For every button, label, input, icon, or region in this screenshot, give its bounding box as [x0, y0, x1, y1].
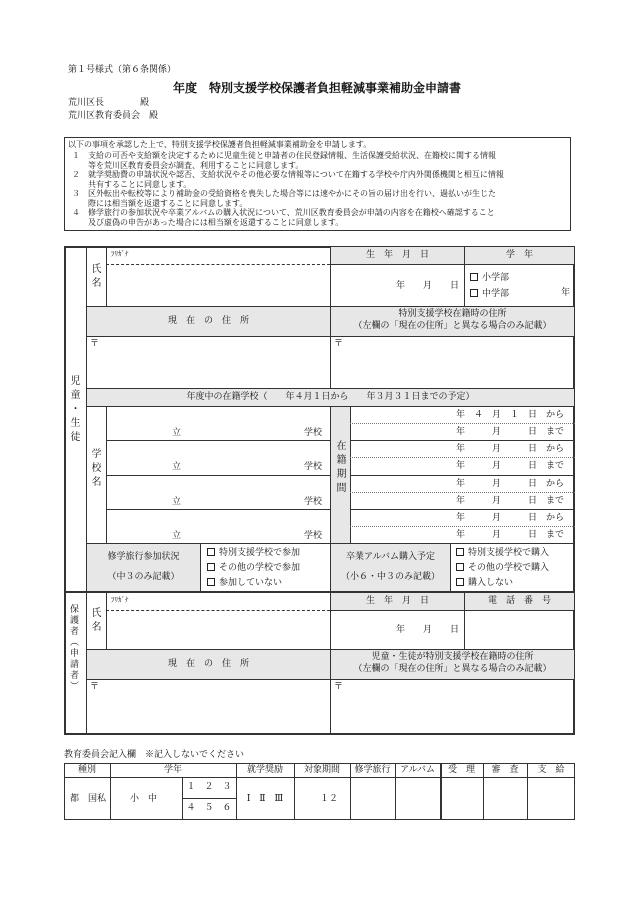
student-alt-address-header: 特別支援学校在籍時の住所 — [398, 309, 507, 319]
student-postal-mark: 〒 — [90, 339, 100, 349]
album-label: 卒業アルバム購入予定 — [345, 552, 435, 562]
office-period-value: １２ — [319, 794, 338, 804]
guardian-section-label: 保護者（申請者） — [68, 604, 78, 692]
school-prefix: 立 — [172, 530, 182, 541]
addressee-board: 荒川区教育委員会 殿 — [68, 111, 159, 121]
office-header-cell: 種別 — [77, 765, 96, 775]
office-entry-field[interactable] — [484, 778, 526, 819]
album-option-other-school[interactable]: その他の学校で購入 — [456, 563, 549, 573]
office-type-value: 都 国私 — [70, 794, 107, 804]
guardian-furigana: ﾌﾘｶﾞﾅ — [111, 596, 129, 604]
student-birth-field[interactable]: 年 月 日 — [395, 281, 459, 291]
checkbox-icon — [456, 578, 464, 586]
period-end[interactable]: 年 月 日 まで — [455, 529, 564, 540]
consent-item-text: 及び虚偽の申告があった場合には相当額を返還することに同意します。 — [88, 217, 344, 227]
consent-item-text: 等を荒川区教育委員会が調査、利用することに同意します。 — [88, 160, 304, 170]
consent-item-number: １ — [72, 151, 80, 160]
office-grade-row1: １ ２ ３ — [186, 782, 232, 792]
student-alt-address-field[interactable] — [331, 337, 574, 388]
office-entry-field[interactable] — [441, 778, 482, 819]
checkbox-icon — [470, 289, 478, 297]
student-furigana: ﾌﾘｶﾞﾅ — [111, 250, 129, 258]
student-address-field[interactable] — [87, 337, 330, 388]
grade-option-junior[interactable]: 中学部 — [470, 289, 509, 299]
guardian-alt-address-header: 児童・生徒が特別支援学校在籍時の住所 — [371, 652, 534, 662]
school-suffix: 学校 — [304, 530, 323, 541]
school-name-field[interactable] — [107, 510, 330, 542]
period-end[interactable]: 年 月 日 まで — [455, 495, 564, 506]
school-year-header: 年度中の在籍学校（ 年４月１日から 年３月３１日までの予定） — [186, 392, 475, 402]
student-address-header: 現 在 の 住 所 — [167, 316, 249, 326]
trip-option-special-school[interactable]: 特別支援学校で参加 — [207, 548, 300, 558]
guardian-address-header: 現 在 の 住 所 — [167, 659, 249, 669]
guardian-phone-header: 電 話 番 号 — [487, 596, 551, 606]
school-prefix: 立 — [172, 428, 182, 438]
school-suffix: 学校 — [304, 462, 323, 473]
consent-item-text: 支給の可否や支給額を決定するために児童生徒と申請者の住民登録情報、生活保護受給状況、在籍校に関する情報 — [88, 151, 496, 160]
student-name-field[interactable] — [106, 264, 330, 306]
album-option-special-school[interactable]: 特別支援学校で購入 — [456, 548, 549, 558]
period-row-divider — [350, 440, 575, 441]
consent-item-number: ２ — [72, 170, 80, 179]
form-number: 第１号様式（第６条関係） — [68, 65, 177, 75]
checkbox-icon — [456, 548, 464, 556]
guardian-alt-postal-mark: 〒 — [334, 682, 344, 692]
office-header-cell: アルバム — [399, 765, 435, 775]
guardian-name-label: 氏名 — [89, 607, 100, 635]
office-entry-field[interactable] — [396, 778, 439, 819]
guardian-birth-header: 生 年 月 日 — [365, 596, 429, 606]
guardian-birth-field[interactable]: 年 月 日 — [395, 625, 459, 635]
office-header-cell: 就学奨励 — [246, 765, 283, 775]
trip-option-other-school[interactable]: その他の学校で参加 — [207, 563, 300, 573]
school-prefix: 立 — [172, 462, 182, 473]
grade-option-elementary[interactable]: 小学部 — [470, 273, 509, 283]
addressee-mayor: 荒川区長 殿 — [68, 98, 150, 108]
office-col-divider — [294, 763, 295, 820]
school-name-field[interactable] — [107, 441, 330, 473]
grade-suffix: 年 — [561, 288, 571, 298]
guardian-alt-address-field[interactable] — [331, 680, 574, 734]
period-end[interactable]: 年 月 日 まで — [455, 461, 564, 472]
school-name-label: 学校名 — [89, 448, 100, 490]
enrollment-period-label: 在籍期間 — [334, 440, 345, 496]
student-alt-postal-mark: 〒 — [334, 339, 344, 349]
consent-item-text: 共有することに同意します。 — [88, 179, 192, 189]
consent-item-text: 際には相当額を返還することに同意します。 — [88, 198, 248, 208]
period-start[interactable]: 年 月 日 から — [455, 444, 564, 455]
guardian-name-field[interactable] — [106, 611, 330, 649]
period-divider — [350, 492, 575, 493]
period-start[interactable]: 年 ４ 月 １ 日 から — [455, 410, 564, 420]
office-header-cell: 受 理 — [447, 765, 475, 775]
period-start[interactable]: 年 月 日 から — [455, 512, 564, 523]
guardian-postal-mark: 〒 — [90, 682, 100, 692]
student-grade-header: 学 年 — [505, 250, 533, 260]
checkbox-icon — [470, 273, 478, 281]
trip-label: 修学旅行参加状況 — [107, 552, 180, 562]
consent-intro: 以下の事項を承認した上で、特別支援学校保護者負担軽減事業補助金を申請します。 — [68, 140, 372, 149]
consent-item-number: ３ — [72, 189, 80, 198]
school-suffix: 学校 — [304, 428, 323, 438]
guardian-phone-field[interactable] — [465, 611, 574, 649]
office-aid-value: Ⅰ Ⅱ Ⅲ — [246, 794, 284, 804]
office-grade-row2: ４ ５ ６ — [186, 803, 232, 813]
consent-item-text: 修学旅行の参加状況や卒業アルバムの購入状況について、荒川区教育委員会が申請の内容を在籍校へ確認すること — [88, 208, 495, 217]
consent-item-text: 区外転出や転校等により補助金の受給資格を喪失した場合等には速やかにその旨の届け出を行い、過払いが生じた — [88, 189, 496, 198]
album-option-not-buying[interactable]: 購入しない — [456, 578, 513, 588]
guardian-address-field[interactable] — [87, 680, 330, 734]
office-col-divider — [236, 763, 237, 820]
trip-option-not-participating[interactable]: 参加していない — [207, 578, 282, 588]
consent-item-number: ４ — [72, 208, 80, 217]
office-header-cell: 審 査 — [491, 765, 519, 775]
office-header-cell: 修学旅行 — [354, 765, 391, 775]
period-divider — [350, 526, 575, 527]
office-level-value: 小 中 — [130, 794, 158, 804]
period-end[interactable]: 年 月 日 まで — [455, 427, 564, 437]
school-prefix: 立 — [172, 496, 182, 507]
office-caption: 教育委員会記入欄 ※記入しないでください — [64, 750, 245, 760]
checkbox-icon — [456, 563, 464, 571]
school-name-field[interactable] — [107, 407, 330, 439]
period-divider — [350, 423, 575, 424]
checkbox-icon — [207, 548, 215, 556]
student-birth-header: 生 年 月 日 — [365, 250, 429, 260]
page-title: 年度 特別支援学校保護者負担軽減事業補助金申請書 — [173, 81, 462, 95]
student-section-label: 児童・生徒 — [68, 375, 79, 445]
checkbox-icon — [207, 578, 215, 586]
period-start[interactable]: 年 月 日 から — [455, 478, 564, 489]
checkbox-icon — [207, 563, 215, 571]
office-col-divider — [110, 763, 111, 820]
office-header-cell: 学年 — [163, 765, 182, 775]
period-row-divider — [350, 475, 575, 476]
period-row-divider — [350, 509, 575, 510]
student-name-label: 氏名 — [89, 263, 100, 291]
consent-item-text: 就学奨励費の申請状況や認否、支給状況やその他必要な情報等について在籍する学校や庁内外関係機関と相互に情報 — [88, 170, 504, 179]
period-divider — [350, 457, 575, 458]
office-header-cell: 対象期間 — [303, 765, 340, 775]
office-entry-field[interactable] — [528, 778, 574, 819]
school-name-field[interactable] — [107, 476, 330, 508]
school-suffix: 学校 — [304, 496, 323, 507]
office-header-cell: 支 給 — [537, 765, 565, 775]
